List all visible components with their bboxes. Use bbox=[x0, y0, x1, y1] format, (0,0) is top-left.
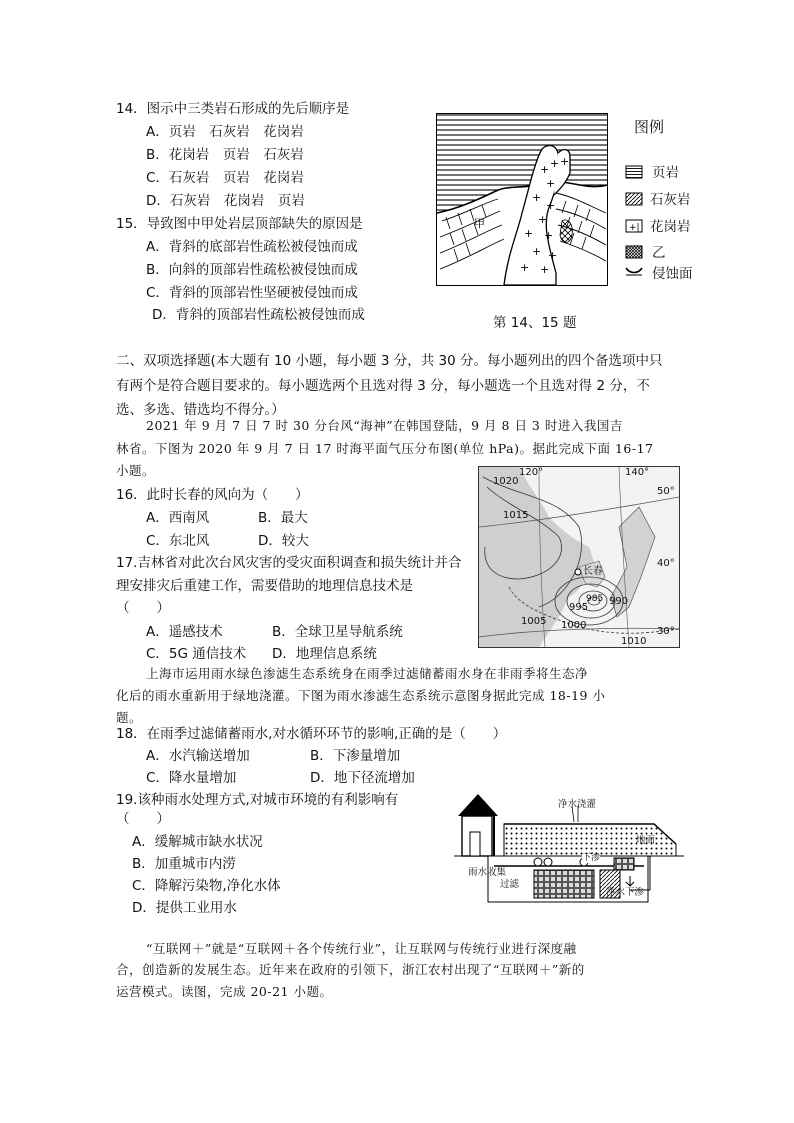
intro1-line-3: 小题。 bbox=[116, 463, 156, 478]
q17-option-c: C．5G 通信技术 bbox=[146, 646, 247, 662]
isobar-1020: 1020 bbox=[493, 476, 519, 487]
q14-stem: 14．图示中三类岩石形成的先后顺序是 bbox=[116, 101, 350, 117]
intro3-line-3: 运营模式。读图，完成 20-21 小题。 bbox=[116, 984, 333, 999]
q19-option-a: A．缓解城市缺水状况 bbox=[132, 834, 263, 850]
isobar-1005: 1005 bbox=[521, 616, 547, 627]
q17-line-1: 17.吉林省对此次台风灾害的受灾面积调查和损失统计并合 bbox=[116, 555, 462, 571]
legend-title: 图例 bbox=[634, 118, 665, 136]
label-rain-collection: 雨水收集 bbox=[468, 867, 507, 878]
isobar-985: 985 bbox=[586, 594, 604, 604]
q14-option-a: A．页岩 石灰岩 花岗岩 bbox=[146, 124, 304, 140]
svg-text:+: + bbox=[538, 213, 548, 226]
q19-option-b: B．加重城市内涝 bbox=[132, 856, 236, 872]
map-lon-140: 140° bbox=[625, 467, 650, 478]
q19-option-c: C．降解污染物,净化水体 bbox=[132, 878, 281, 894]
intro3-line-2: 合，创造新的发展生态。近年来在政府的引领下，浙江农村出现了“互联网＋”新的 bbox=[116, 962, 585, 977]
svg-text:+: + bbox=[520, 261, 530, 274]
q18-option-b: B．下渗量增加 bbox=[310, 748, 401, 764]
q19-line-2: （ ） bbox=[116, 811, 170, 827]
q16-option-b: B．最大 bbox=[258, 510, 308, 526]
q14-option-d: D．石灰岩 花岗岩 页岩 bbox=[146, 193, 305, 209]
q16-option-d: D．较大 bbox=[258, 533, 309, 549]
svg-text:+: + bbox=[532, 191, 542, 204]
q15-stem: 15．导致图中甲处岩层顶部缺失的原因是 bbox=[116, 216, 363, 232]
isobar-1010: 1010 bbox=[621, 636, 647, 647]
q17-option-b: B．全球卫星导航系统 bbox=[272, 624, 403, 640]
label-clean-water-infiltration: 净水下渗 bbox=[606, 887, 645, 898]
section2-line-3: 选、多选、错选均不得分。） bbox=[116, 402, 285, 418]
q16-stem: 16．此时长春的风向为（ ） bbox=[116, 487, 309, 503]
q17-line-2: 理安排灾后重建工作，需要借助的地理信息技术是 bbox=[116, 578, 413, 594]
q18-option-c: C．降水量增加 bbox=[146, 770, 237, 786]
label-ground: 地面 bbox=[636, 835, 656, 846]
legend-shale: 页岩 bbox=[652, 165, 679, 181]
svg-text:+: + bbox=[544, 229, 554, 242]
legend-limestone: 石灰岩 bbox=[650, 192, 691, 208]
label-infiltration: 下渗 bbox=[582, 853, 601, 863]
map-lat-40: 40° bbox=[657, 558, 675, 569]
q16-option-a: A．西南风 bbox=[146, 510, 210, 526]
q19-line-1: 19.该种雨水处理方式,对城市环境的有利影响有 bbox=[116, 792, 399, 808]
svg-text:+: + bbox=[546, 199, 556, 212]
changchun-label: 长春 bbox=[583, 566, 603, 577]
q16-option-c: C．东北风 bbox=[146, 533, 210, 549]
intro3-line-1: “互联网＋”就是“互联网＋各个传统行业”，让互联网与传统行业进行深度融 bbox=[146, 941, 577, 956]
isobar-1015: 1015 bbox=[503, 510, 529, 521]
section2-line-1: 二、双项选择题(本大题有 10 小题，每小题 3 分，共 30 分。每小题列出的四个备选项中只 bbox=[116, 353, 663, 369]
legend-swatches bbox=[624, 164, 646, 276]
isobar-1000: 1000 bbox=[561, 620, 587, 631]
q14-option-c: C．石灰岩 页岩 花岗岩 bbox=[146, 170, 304, 186]
svg-text:+: + bbox=[532, 245, 542, 258]
q17-option-d: D．地理信息系统 bbox=[272, 646, 377, 662]
svg-text:+|: +| bbox=[629, 223, 640, 233]
legend-yi: 乙 bbox=[652, 245, 666, 261]
intro2-line-2: 化后的雨水重新用于绿地浇灌。下图为雨水渗滤生态系统示意图身据此完成 18-19 小 bbox=[116, 688, 606, 703]
q18-option-a: A．水汽输送增加 bbox=[146, 748, 250, 764]
intro2-line-1: 上海市运用雨水绿色渗滤生态系统身在雨季过滤储蓄雨水身在非雨季将生态净 bbox=[146, 666, 589, 681]
map-lat-50: 50° bbox=[657, 486, 675, 497]
intro1-line-2: 林省。下图为 2020 年 9 月 7 日 17 时海平面气压分布图(单位 hPa)。据此完成下面 16-17 bbox=[116, 441, 654, 456]
q19-option-d: D．提供工业用水 bbox=[132, 900, 237, 916]
q15-option-b: B．向斜的顶部岩性疏松被侵蚀而成 bbox=[146, 262, 358, 278]
label-clean-water-irrigation: 净水浇灌 bbox=[558, 799, 597, 810]
jia-label: 甲 bbox=[474, 217, 485, 230]
q17-option-a: A．遥感技术 bbox=[146, 624, 223, 640]
q15-option-c: C．背斜的顶部岩性坚硬被侵蚀而成 bbox=[146, 285, 358, 301]
isobar-995: 995 bbox=[569, 602, 589, 613]
svg-text:+: + bbox=[550, 157, 560, 170]
intro2-line-3: 题。 bbox=[116, 710, 143, 725]
q18-stem: 18．在雨季过滤储蓄雨水,对水循环环节的影响,正确的是（ ） bbox=[116, 726, 507, 742]
label-filtration: 过滤 bbox=[500, 879, 520, 890]
figure-caption: 第 14、15 题 bbox=[493, 315, 577, 331]
map-lat-30: 30° bbox=[657, 626, 675, 637]
svg-text:+: + bbox=[524, 227, 534, 240]
legend-granite: 花岗岩 bbox=[650, 219, 691, 235]
q17-line-3: （ ） bbox=[116, 600, 170, 616]
q18-option-d: D．地下径流增加 bbox=[310, 770, 415, 786]
isobar-990: 990 bbox=[609, 596, 629, 607]
pressure-map bbox=[478, 466, 680, 648]
q15-option-a: A．背斜的底部岩性疏松被侵蚀而成 bbox=[146, 239, 358, 255]
intro1-line-1: 2021 年 9 月 7 日 7 时 30 分台风“海神”在韩国登陆，9 月 8 日 3 时进入我国吉 bbox=[146, 418, 623, 433]
svg-text:+: + bbox=[546, 177, 556, 190]
section2-line-2: 有两个是符合题目要求的。每小题选两个且选对得 3 分，每小题选一个且选对得 2 分，不 bbox=[116, 378, 650, 394]
legend-erosion-surface: 侵蚀面 bbox=[652, 266, 693, 282]
q15-option-d: D．背斜的顶部岩性疏松被侵蚀而成 bbox=[152, 307, 365, 323]
geology-cross-section bbox=[436, 113, 608, 286]
svg-text:+: + bbox=[540, 163, 550, 176]
svg-text:+: + bbox=[540, 263, 550, 276]
q14-option-b: B．花岗岩 页岩 石灰岩 bbox=[146, 147, 304, 163]
svg-text:+: + bbox=[560, 155, 570, 168]
svg-text:+: + bbox=[548, 249, 558, 262]
map-lon-120: 120° bbox=[519, 467, 544, 478]
